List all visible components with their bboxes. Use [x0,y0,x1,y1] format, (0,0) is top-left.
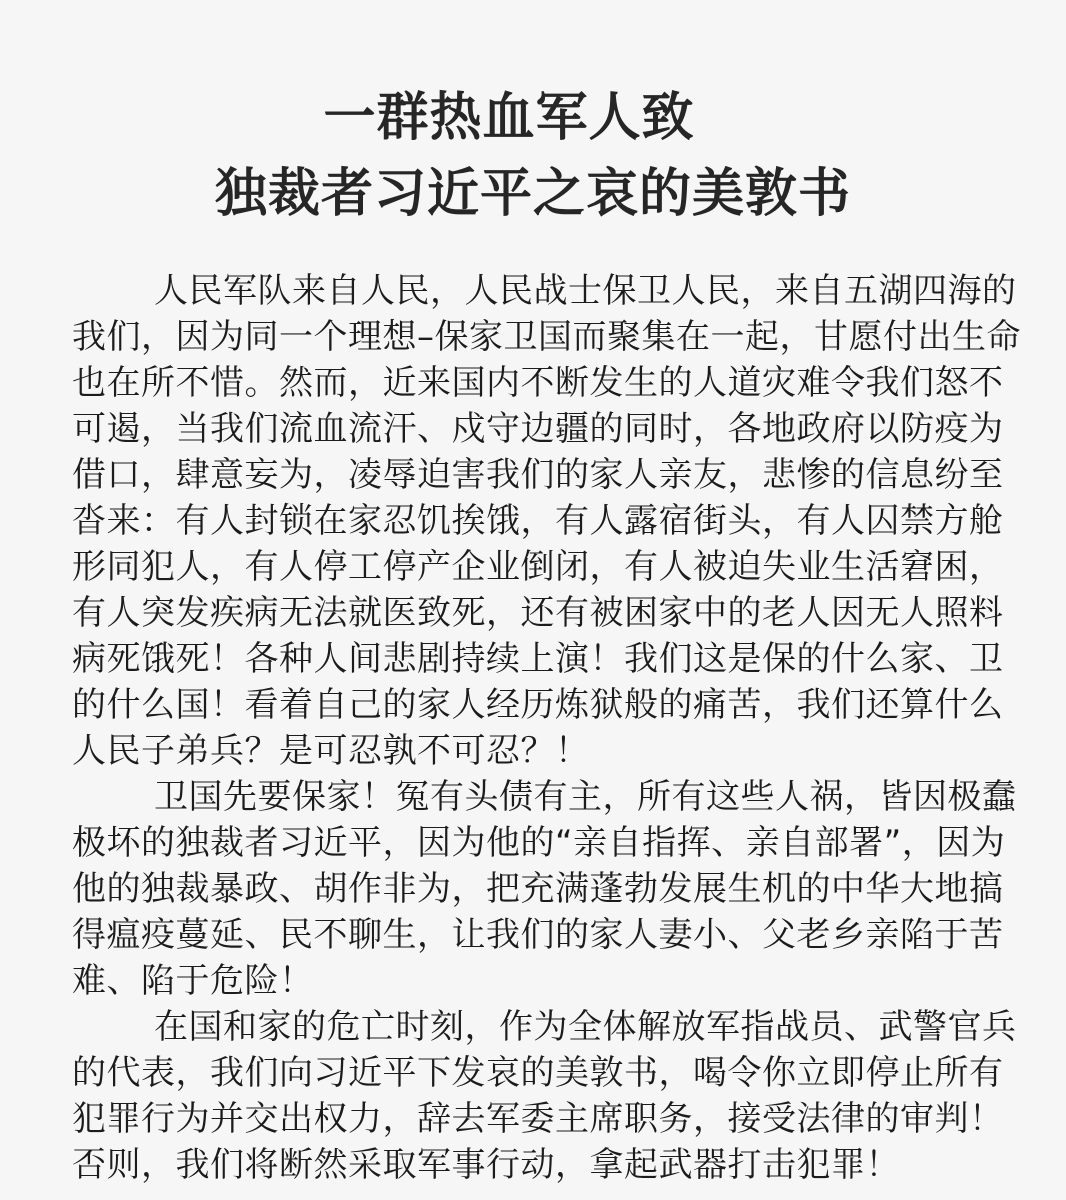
text-line: 沓来：有人封锁在家忍饥挨饿，有人露宿街头，有人囚禁方舱 [72,501,1004,541]
text-line: 卫国先要保家！冤有头债有主，所有这些人祸，皆因极蠢 [154,777,1017,817]
paragraph-2 [72,774,1017,1004]
text-line: 得瘟疫蔓延、民不聊生，让我们的家人妻小、父老乡亲陷于苦 [72,915,1004,955]
text-line: 可遏，当我们流血流汗、戍守边疆的同时，各地政府以防疫为 [72,409,1004,449]
text-line: 的什么国！看着自己的家人经历炼狱般的痛苦，我们还算什么 [72,685,1004,725]
text-line: 他的独裁暴政、胡作非为，把充满蓬勃发展生机的中华大地搞 [72,869,1004,909]
text-line: 借口，肆意妄为，凌辱迫害我们的家人亲友，悲惨的信息纷至 [72,455,1004,495]
text-line: 病死饿死！各种人间悲剧持续上演！我们这是保的什么家、卫 [72,639,1004,679]
title-line-1: 一群热血军人致 [323,88,695,148]
text-line: 人民军队来自人民，人民战士保卫人民，来自五湖四海的 [154,271,1017,311]
text-line: 极坏的独裁者习近平，因为他的“亲自指挥、亲自部署”，因为 [72,823,1006,863]
text-line: 否则，我们将断然采取军事行动，拿起武器打击犯罪！ [72,1145,900,1185]
paragraph-3 [72,1004,1017,1188]
text-line: 有人突发疾病无法就医致死，还有被困家中的老人因无人照料 [72,593,1004,633]
text-line: 形同犯人，有人停工停产企业倒闭，有人被迫失业生活窘困， [72,547,1004,587]
title-line-2: 独裁者习近平之哀的美敦书 [214,164,851,224]
text-line: 人民子弟兵？是可忍孰不可忍？！ [72,731,590,771]
text-line: 我们，因为同一个理想–保家卫国而聚集在一起，甘愿付出生命 [72,317,1021,357]
text-line: 也在所不惜。然而，近来国内不断发生的人道灾难令我们怒不 [72,363,1004,403]
paragraph-1 [72,268,1021,774]
text-line: 的代表，我们向习近平下发哀的美敦书，喝令你立即停止所有 [72,1053,1004,1093]
letter-body [72,268,1021,1188]
text-line: 在国和家的危亡时刻，作为全体解放军指战员、武警官兵 [154,1007,1017,1047]
text-line: 犯罪行为并交出权力，辞去军委主席职务，接受法律的审判！ [72,1099,1004,1139]
text-line: 难、陷于危险！ [72,961,314,1001]
